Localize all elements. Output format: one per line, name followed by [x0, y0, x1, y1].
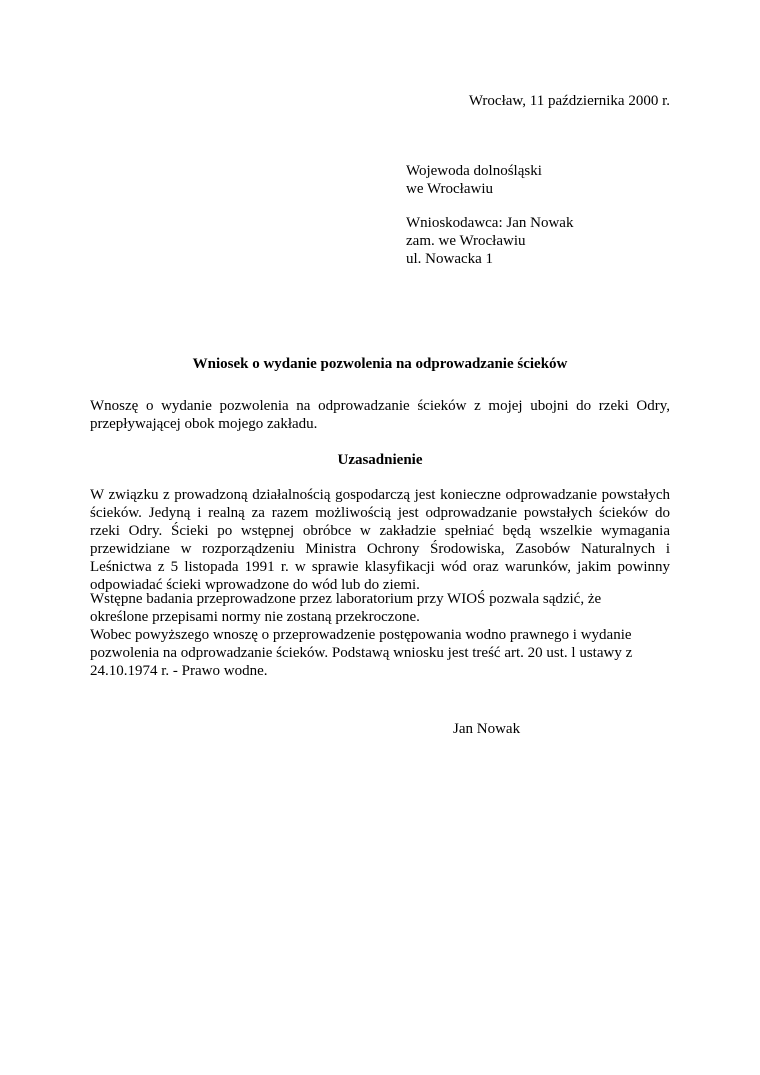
- paragraph-line: 24.10.1974 r. - Prawo wodne.: [90, 663, 268, 679]
- paragraph-line: Wobec powyższego wnoszę o przeprowadzenie postępowania wodno prawnego i wydanie: [90, 627, 632, 643]
- signature: Jan Nowak: [453, 721, 521, 737]
- date-line: Wrocław, 11 października 2000 r.: [468, 93, 670, 109]
- justification-heading: Uzasadnienie: [337, 452, 423, 468]
- tests-paragraph: [90, 590, 670, 626]
- addressee-line: we Wrocławiu: [406, 181, 494, 197]
- request-paragraph-2: [90, 626, 670, 680]
- applicant-line: ul. Nowacka 1: [406, 251, 494, 267]
- paragraph-line: pozwolenia na odprowadzanie ścieków. Podstawą wniosku jest treść art. 20 ust. l ustawy z: [90, 645, 633, 661]
- addressee-block: [406, 162, 542, 198]
- request-paragraph: Wnoszę o wydanie pozwolenia na odprowadzanie ścieków z mojej ubojni do rzeki Odry, przepływającej obok mojego zakładu.: [90, 398, 670, 432]
- applicant-line: zam. we Wrocławiu: [406, 233, 526, 249]
- paragraph-line: określone przepisami normy nie zostaną przekroczone.: [90, 609, 420, 625]
- applicant-block: [406, 214, 573, 268]
- applicant-line: Wnioskodawca: Jan Nowak: [406, 215, 574, 231]
- justification-paragraph: W związku z prowadzoną działalnością gospodarczą jest konieczne odprowadzanie powstałych ścieków. Jedyną i realną za razem możliwością jest odprowadzanie powstałych ścieków do rzeki Odry. Ścieki po wstępnej obróbce w zakładzie spełniać będą wszelkie wymagania przewidziane w rozporządzeniu Ministra Ochrony Środowiska, Zasobów Naturalnych i Leśnictwa z 5 listopada 1991 r. w sprawie klasyfikacji wód oraz warunków, jakim powinny odpowiadać ścieki wprowadzone do wód lub do ziemi.: [90, 487, 670, 593]
- addressee-line: Wojewoda dolnośląski: [406, 163, 542, 179]
- paragraph-line: Wstępne badania przeprowadzone przez laboratorium przy WIOŚ pozwala sądzić, że: [90, 591, 602, 607]
- document-title: Wniosek o wydanie pozwolenia na odprowadzanie ścieków: [192, 356, 568, 372]
